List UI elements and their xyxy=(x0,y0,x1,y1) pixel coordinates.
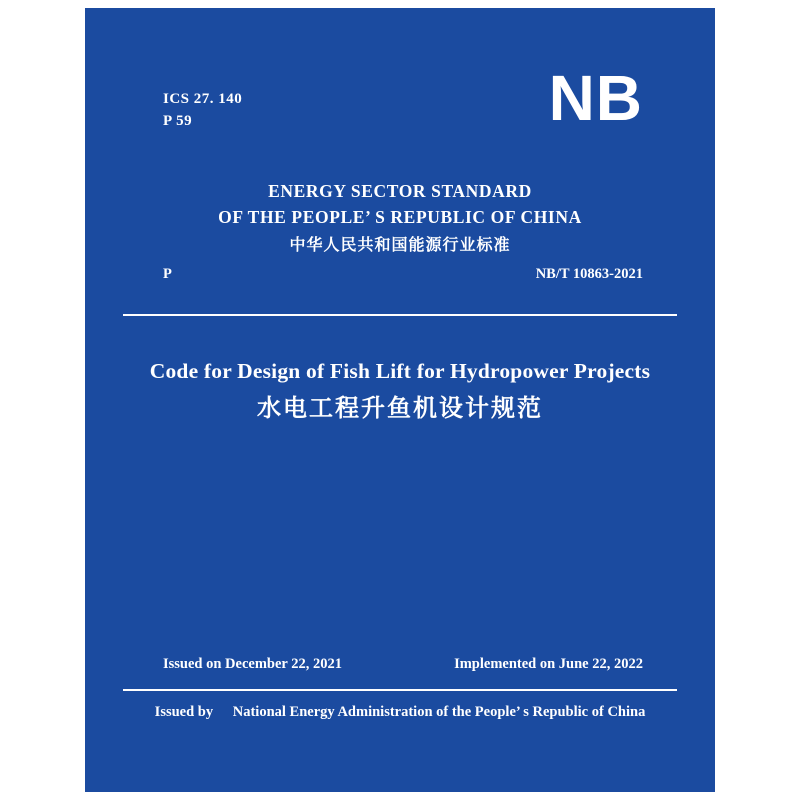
issued-by-row xyxy=(85,704,715,721)
title-chinese: 水电工程升鱼机设计规范 xyxy=(257,394,543,422)
title-english: Code for Design of Fish Lift for Hydropower Projects xyxy=(149,359,651,383)
organization-chinese: 中华人民共和国能源行业标准 xyxy=(289,235,511,254)
dates-row xyxy=(163,656,643,673)
issuing-organization xyxy=(85,178,715,260)
nb-logo: NB xyxy=(548,62,643,134)
issued-date: Issued on December 22, 2021 xyxy=(163,656,342,672)
divider-bottom xyxy=(123,689,677,691)
organization-line-2: OF THE PEOPLE’ S REPUBLIC OF CHINA xyxy=(218,207,582,227)
category-letter: P xyxy=(163,266,172,282)
ics-block xyxy=(163,88,242,132)
standard-number: NB/T 10863-2021 xyxy=(535,266,643,282)
classification-code: P 59 xyxy=(163,113,193,129)
standard-cover xyxy=(85,8,715,792)
issued-by-label: Issued by xyxy=(154,704,214,720)
implemented-date: Implemented on June 22, 2022 xyxy=(454,656,643,672)
organization-line-1: ENERGY SECTOR STANDARD xyxy=(268,181,532,201)
title-block xyxy=(85,356,715,430)
issued-by-organization: National Energy Administration of the People’ s Republic of China xyxy=(232,704,646,720)
standard-code-row xyxy=(163,266,643,283)
ics-code: ICS 27. 140 xyxy=(163,91,243,107)
divider-top xyxy=(123,314,677,316)
